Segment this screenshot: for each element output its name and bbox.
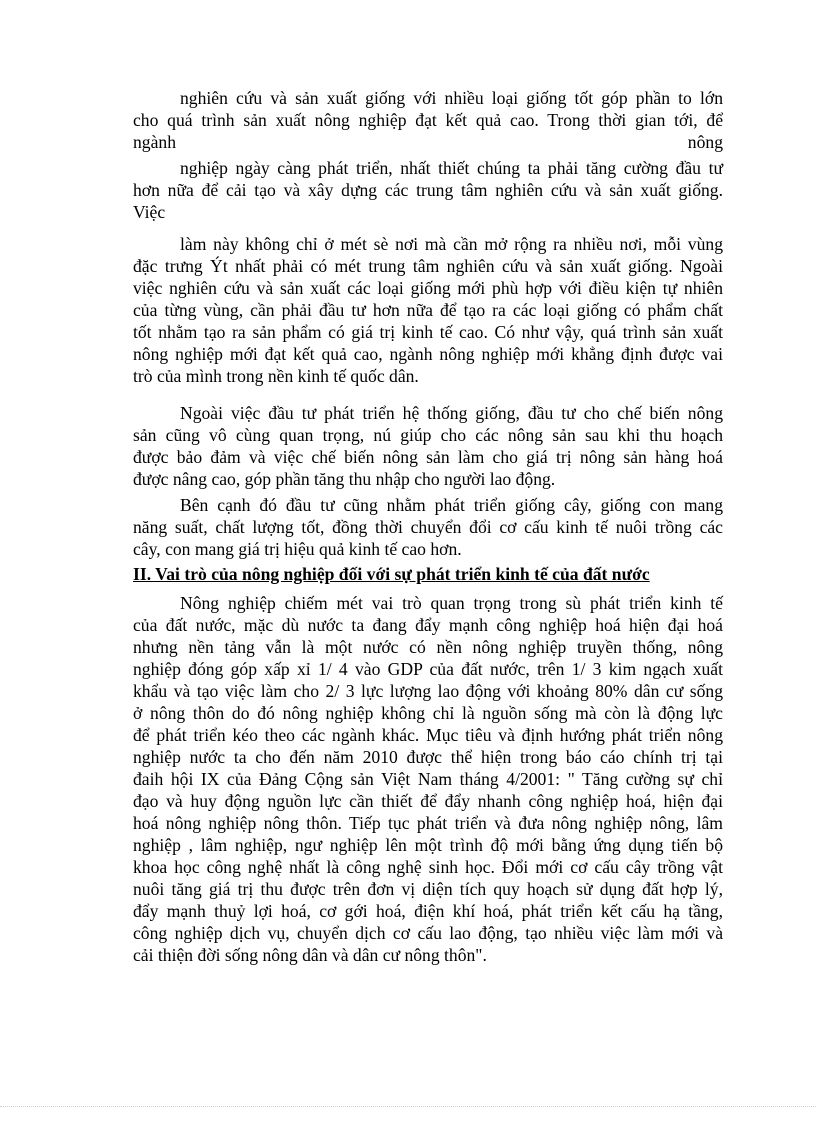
text-line: được bảo đảm và việc chế biến nông sản làm cho giá trị nông sản hàng hoá: [133, 447, 723, 467]
text-line: cây, con mang giá trị hiệu quả kinh tế cao hơn.: [133, 539, 462, 559]
text-line: của đất nước, mặc dù nước ta đang đẩy mạnh công nghiệp hoá hiện đại hoá: [133, 615, 723, 635]
text-line: để phát triển kéo theo các ngành khác. Mục tiêu và định hướng phát triển nông: [133, 725, 723, 745]
text-line: ngành nông: [133, 132, 723, 152]
text-line: ở nông thôn do đó nông nghiệp không chỉ là nguồn sống mà còn là động lực: [133, 703, 723, 723]
text-line: trò của mình trong nền kinh tế quốc dân.: [133, 366, 419, 386]
text-line: khoa học công nghệ nhất là công nghệ sinh học. Đổi mới cơ cấu cây trồng vật: [133, 857, 723, 877]
text-line: khẩu và tạo việc làm cho 2/ 3 lực lượng lao động với khoảng 80% dân cư sống: [133, 681, 723, 701]
text-line: đạo và huy động nguồn lực cần thiết để đẩy nhanh công nghiệp hoá, hiện đại: [133, 791, 723, 811]
text-line: công nghiệp dịch vụ, chuyển dịch cơ cấu lao động, tạo nhiều việc làm mới và: [133, 923, 723, 943]
text-line: đẩy mạnh thuỷ lợi hoá, cơ gới hoá, điện khí hoá, phát triển kết cấu hạ tầng,: [133, 901, 723, 921]
text-line: Ngoài việc đầu tư phát triển hệ thống giống, đầu tư cho chế biến nông: [180, 403, 723, 423]
text-line: làm này không chỉ ở mét sè nơi mà cần mở rộng ra nhiều nơi, mỗi vùng: [180, 234, 723, 254]
text-line: nhưng nền tảng vẫn là một nước có nền nông nghiệp truyền thống, nông: [133, 637, 723, 657]
section-heading: II. Vai trò của nông nghiệp đối với sự phát triển kinh tế của đất nước: [133, 564, 650, 584]
text-line: cho quá trình sản xuất nông nghiệp đạt kết quả cao. Trong thời gian tới, để: [133, 110, 723, 130]
text-line: của từng vùng, cần phải đầu tư hơn nữa để tạo ra các loại giống có phẩm chất: [133, 300, 723, 320]
text-line: đaih hội IX của Đảng Cộng sản Việt Nam tháng 4/2001: " Tăng cường sự chỉ: [133, 769, 723, 789]
text-line: nghiệp nước ta cho đến năm 2010 được thể hiện trong báo cáo chính trị tại: [133, 747, 723, 767]
text-line: Nông nghiệp chiếm mét vai trò quan trọng trong sù phát triển kinh tế: [180, 593, 723, 613]
text-line: cải thiện đời sống nông dân và dân cư nông thôn".: [133, 945, 487, 965]
text-line: nghiệp , lâm nghiệp, ngư nghiệp lên một trình độ mới bằng ứng dụng tiến bộ: [133, 835, 723, 855]
text-line: sản cũng vô cùng quan trọng, nú giúp cho các nông sản sau khi thu hoạch: [133, 425, 723, 445]
text-line: nghiệp đóng góp xấp xỉ 1/ 4 vào GDP của đất nước, trên 1/ 3 kim ngạch xuất: [133, 659, 723, 679]
text-line: tốt nhằm tạo ra sản phẩm có giá trị kinh tế cao. Có như vậy, quá trình sản xuất: [133, 322, 723, 342]
page-bottom-divider: [0, 1106, 816, 1107]
text-line: được nâng cao, góp phần tăng thu nhập cho người lao động.: [133, 469, 556, 489]
text-line: nuôi tăng giá trị thu được trên đơn vị diện tích quy hoạch sử dụng đất hợp lý,: [133, 879, 723, 899]
text-line: đặc trưng Ýt nhất phải có mét trung tâm nghiên cứu và sản xuất giống. Ngoài: [133, 256, 723, 276]
text-line: nghiệp ngày càng phát triển, nhất thiết chúng ta phải tăng cường đầu tư: [180, 158, 723, 178]
text-line: Việc: [133, 202, 166, 222]
text-line: hoá nông nghiệp nông thôn. Tiếp tục phát triển và đưa nông nghiệp nông, lâm: [133, 813, 723, 833]
text-line: nghiên cứu và sản xuất giống với nhiều loại giống tốt góp phần to lớn: [180, 88, 723, 108]
text-line: nông nghiệp mới đạt kết quả cao, ngành nông nghiệp mới khẳng định được vai: [133, 344, 723, 364]
text-line: Bên cạnh đó đầu tư cũng nhằm phát triển giống cây, giống con mang: [180, 495, 723, 515]
text-line: năng suất, chất lượng tốt, đồng thời chuyển đổi cơ cấu kinh tế nuôi trồng các: [133, 517, 723, 537]
text-line: việc nghiên cứu và sản xuất các loại giống mới phù hợp với điều kiện tự nhiên: [133, 278, 723, 298]
text-line: hơn nữa để cải tạo và xây dựng các trung tâm nghiên cứu và sản xuất giống.: [133, 180, 723, 200]
